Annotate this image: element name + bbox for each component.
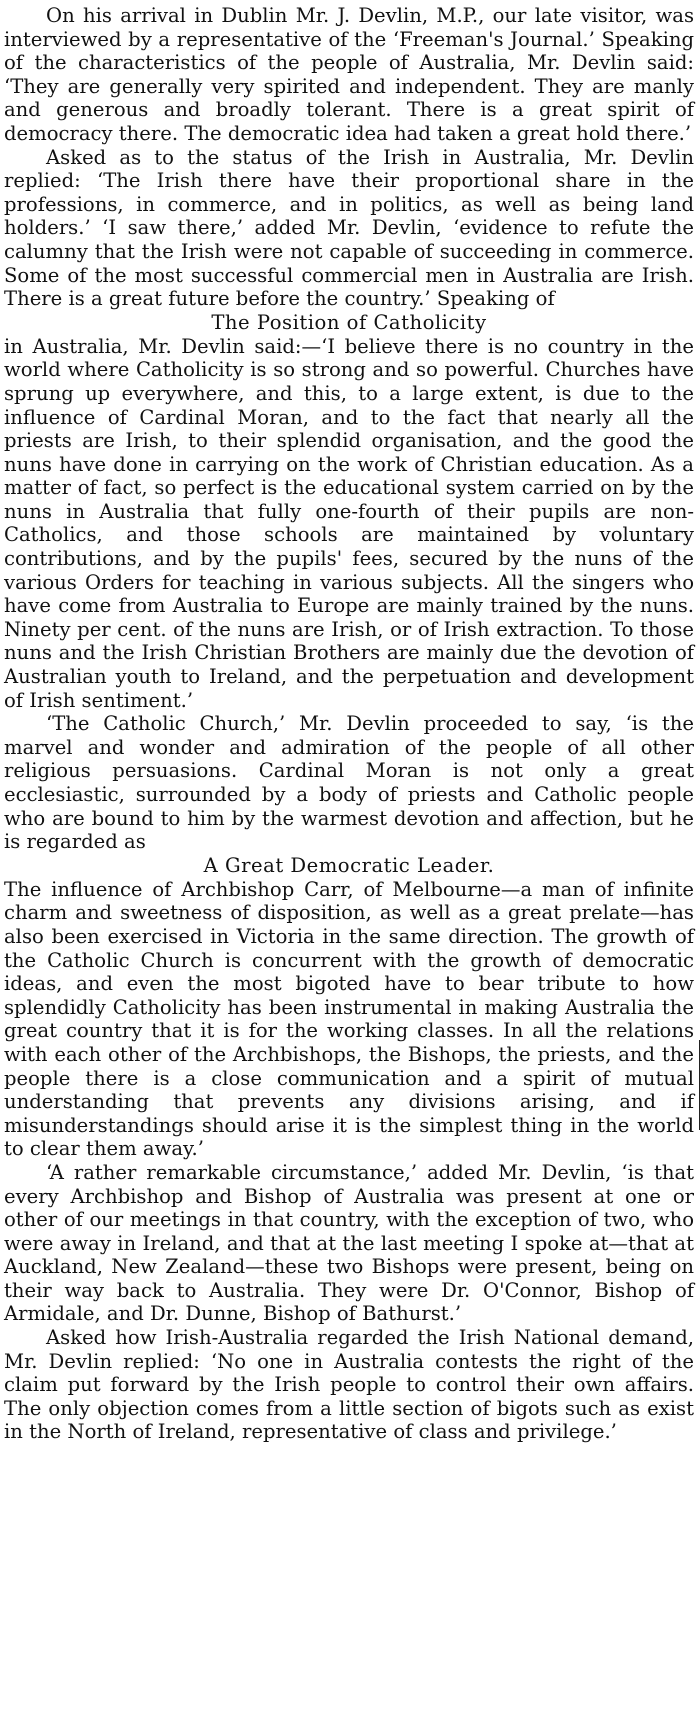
- paragraph-catholic-church: ‘The Catholic Church,’ Mr. Devlin proceeded to say, ‘is the marvel and wonder and admiration of the people of all other religious persuasions. Cardinal Moran is not only a great ecclesiastic, surrounded by a body of priests and Catholic people who are bound to him by the warmest devotion and affection, but he is regarded as: [4, 712, 694, 854]
- subheading-great-democratic-leader: A Great Democratic Leader.: [203, 853, 495, 877]
- paragraph-irish-status: Asked as to the status of the Irish in Australia, Mr. Devlin replied: ‘The Irish there have their proportional share in the professions, in commerce, and in politics, as well as being land holders.’ ‘I saw there,’ added Mr. Devlin, ‘evidence to refute the calumny that the Irish were not capable of succeeding in commerce. Some of the most successful commercial men in Australia are Irish. There is a great future before the country.’ Speaking of: [4, 145, 694, 311]
- paragraph-archbishop-carr: The influence of Archbishop Carr, of Melbourne—a man of infinite charm and sweetness of disposition, as well as a great prelate—has also been exercised in Victoria in the same direction. The growth of the Catholic Church is concurrent with the growth of democratic ideas, and even the most bigoted have to bear tribute to how splendidly Catholicity has been instrumental in making Australia the great country that it is for the working classes. In all the relations with each other of the Archbishops, the Bishops, the priests, and the people there is a close communication and a spirit of mutual understanding that prevents any divisions arising, and if misunderstandings should arise it is the simplest thing in the world to clear them away.’: [4, 877, 694, 1161]
- paragraph-remarkable-circumstance: ‘A rather remarkable circumstance,’ added Mr. Devlin, ‘is that every Archbishop and Bishop of Australia was present at one or other of our meetings in that country, with the exception of two, who were away in Ireland, and that at the last meeting I spoke at—that at Auckland, New Zealand—these two Bishops were present, being on their way back to Australia. They were Dr. O'Connor, Bishop of Armidale, and Dr. Dunne, Bishop of Bathurst.’: [4, 1160, 694, 1326]
- paragraph-catholicity: in Australia, Mr. Devlin said:—‘I believe there is no country in the world where Catholicity is so strong and so powerful. Churches have sprung up everywhere, and this, to a large extent, is due to the influence of Cardinal Moran, and to the fact that nearly all the priests are Irish, to their splendid organisation, and the good the nuns have done in carrying on the work of Christian education. As a matter of fact, so perfect is the educational system carried on by the nuns in Australia that fully one-fourth of their pupils are non-Catholics, and those schools are maintained by voluntary contributions, and by the pupils' fees, secured by the nuns of the various Orders for teaching in various subjects. All the singers who have come from Australia to Europe are mainly trained by the nuns. Ninety per cent. of the nuns are Irish, or of Irish extraction. To those nuns and the Irish Christian Brothers are mainly due the devotion of Australian youth to Ireland, and the perpetuation and development of Irish sentiment.’: [4, 334, 694, 712]
- paragraph-arrival: On his arrival in Dublin Mr. J. Devlin, M.P., our late visitor, was interviewed by a representative of the ‘Freeman's Journal.’ Speaking of the characteristics of the people of Australia, Mr. Devlin said: ‘They are generally very spirited and independent. They are manly and generous and broadly tolerant. There is a great spirit of democracy there. The democratic idea had taken a great hold there.’: [4, 4, 694, 145]
- paragraph-national-demand: Asked how Irish-Australia regarded the Irish National demand, Mr. Devlin replied: ‘No one in Australia contests the right of the claim put forward by the Irish people to control their own affairs. The only objection comes from a little section of bigots such as exist in the North of Ireland, representative of class and privilege.’: [4, 1326, 694, 1444]
- subheading-position-of-catholicity: The Position of Catholicity: [211, 310, 487, 334]
